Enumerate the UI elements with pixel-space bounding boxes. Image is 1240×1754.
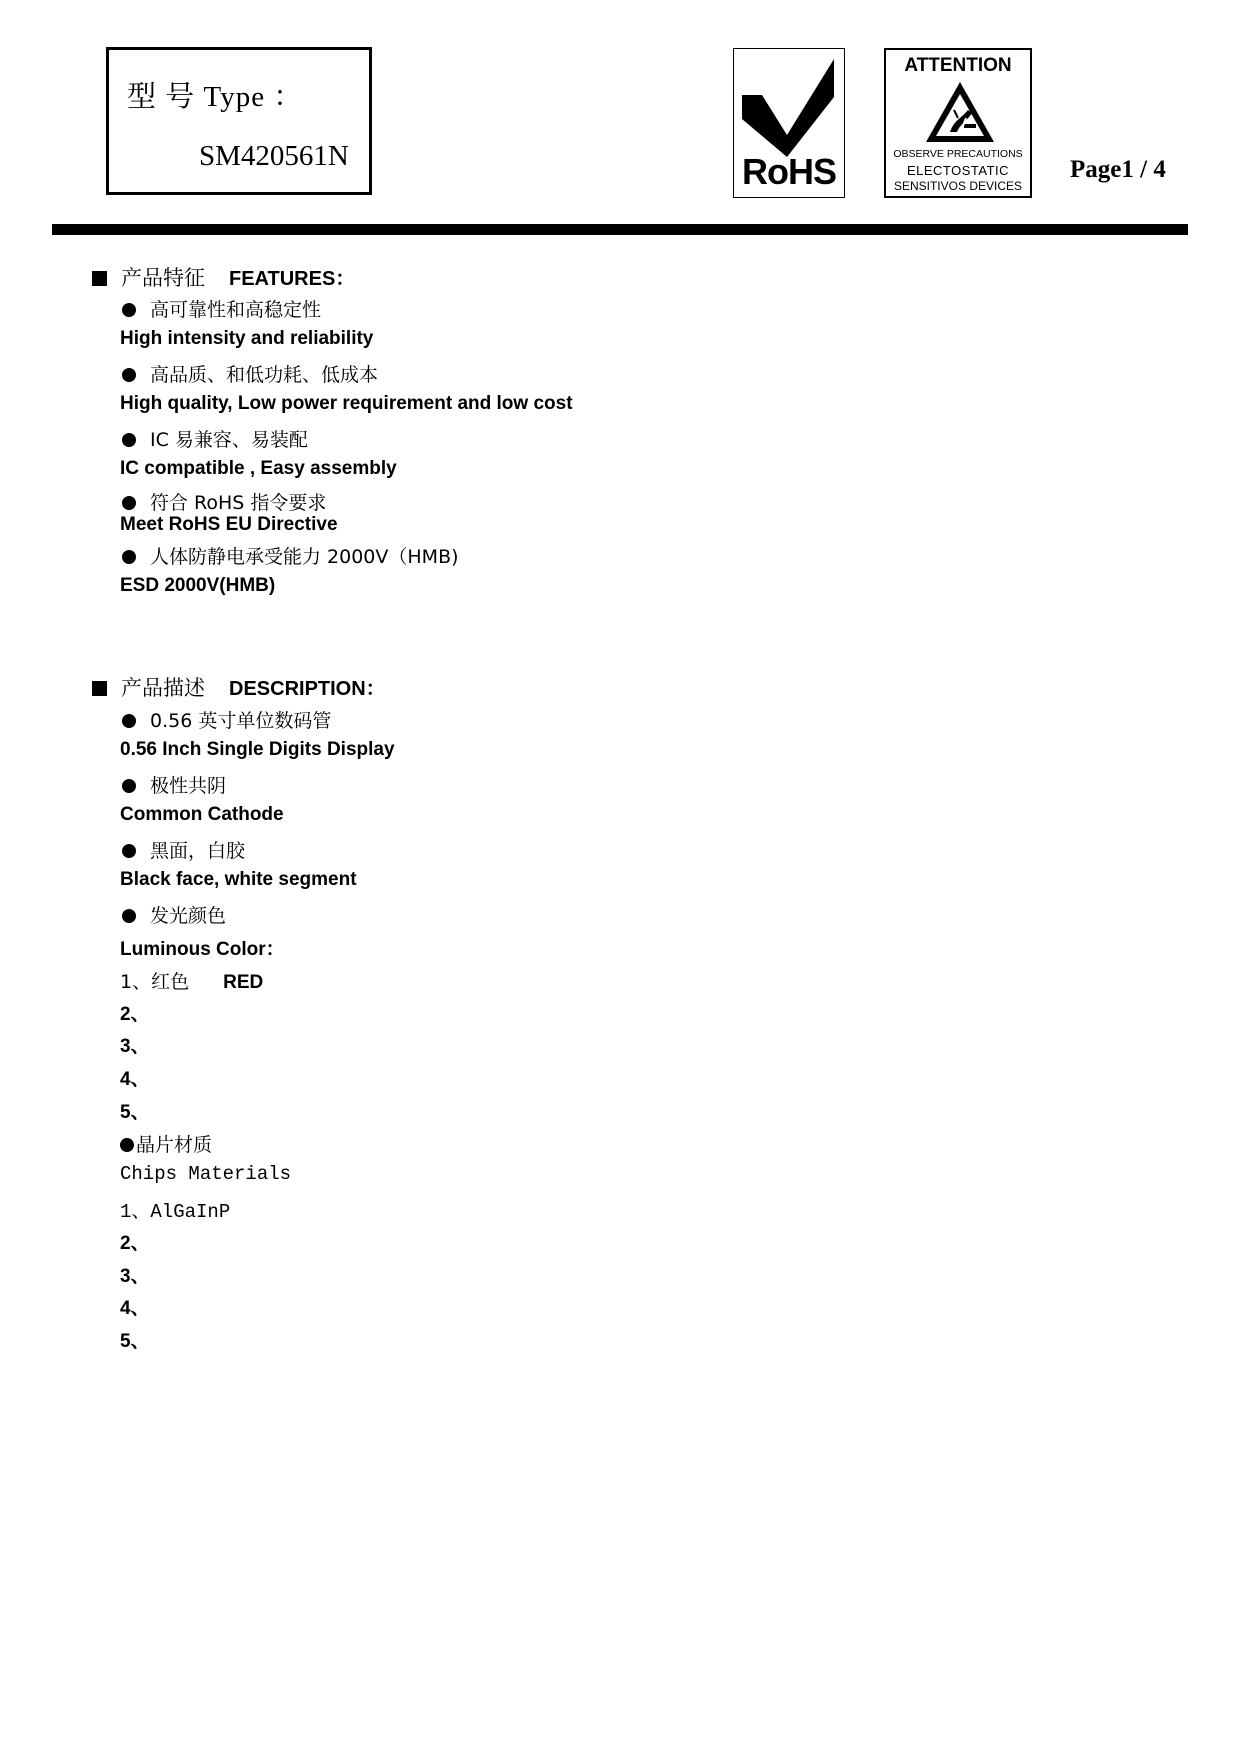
features-heading [92,262,355,292]
description-heading-en: DESCRIPTION： [229,678,386,700]
bullet-icon [122,909,136,923]
chips-heading-en: Chips Materials [120,1163,292,1185]
description-item-cn: 极性共阴 [122,771,226,798]
model-number: SM420561N [199,140,349,172]
description-item-en: Black face, white segment [120,869,357,890]
feature-item-en: ESD 2000V(HMB) [120,575,276,596]
description-item-en: Common Cathode [120,804,284,825]
bullet-icon [122,844,136,858]
feature-item-cn: 高可靠性和高稳定性 [122,295,321,322]
description-item-en: 0.56 Inch Single Digits Display [120,739,395,760]
features-heading-cn: 产品特征 [121,266,205,290]
color-item: 4、 [120,1069,150,1090]
bullet-icon [122,714,136,728]
feature-item-en: IC compatible , Easy assembly [120,458,397,479]
rohs-checkmark-icon [740,57,838,157]
attention-line-2: ELECTOSTATIC [906,163,1010,178]
color-item: 5、 [120,1102,150,1123]
color-item: 3、 [120,1036,150,1057]
features-heading-en: FEATURES： [229,268,356,290]
description-heading [92,672,386,702]
feature-item-en: High intensity and reliability [120,328,374,349]
description-item-cn: 0.56 英寸单位数码管 [122,706,331,733]
bullet-icon [122,496,136,510]
feature-item-cn: IC 易兼容、易装配 [122,425,308,452]
rohs-logo [733,48,845,198]
esd-warning-icon [924,80,996,144]
feature-item-cn: 符合 RoHS 指令要求 [122,488,326,515]
color-red-en: RED [223,972,264,993]
chip-item: 5、 [120,1331,150,1352]
color-item: 1、红色 RED [120,971,264,993]
square-bullet-icon [92,681,107,696]
type-label: 型 号 Type ： [127,81,304,113]
attention-title: ATTENTION [904,55,1012,76]
description-item-cn: 黑面，白胶 [122,836,245,863]
attention-esd-label [884,48,1032,198]
color-item: 2、 [120,1004,150,1025]
square-bullet-icon [92,271,107,286]
feature-item-en: High quality, Low power requirement and low cost [120,393,573,414]
bullet-icon [122,779,136,793]
description-item-en: Luminous Color： [120,939,285,960]
header-divider [52,224,1188,235]
chip-item: 4、 [120,1298,150,1319]
attention-line-1: OBSERVE PRECAUTIONS [893,148,1023,160]
chip-item: 2、 [120,1233,150,1254]
feature-item-en: Meet RoHS EU Directive [120,514,338,535]
page-number: Page1 / 4 [1070,156,1166,183]
description-heading-cn: 产品描述 [121,676,205,700]
chips-heading: 晶片材质 [120,1130,212,1157]
bullet-icon [122,433,136,447]
rohs-logo-text: RoHS [742,151,836,192]
model-type-box [106,47,372,195]
chip-item: 3、 [120,1266,150,1287]
description-item-cn: 发光颜色 [122,901,226,928]
bullet-icon [122,303,136,317]
feature-item-cn: 人体防静电承受能力 2000V（HMB) [122,542,459,569]
attention-line-3: SENSITIVOS DEVICES [893,179,1023,193]
bullet-icon [122,368,136,382]
bullet-icon [122,550,136,564]
feature-item-cn: 高品质、和低功耗、低成本 [122,360,378,387]
bullet-icon [120,1138,134,1152]
chip-item: 1、AlGaInP [120,1201,231,1223]
